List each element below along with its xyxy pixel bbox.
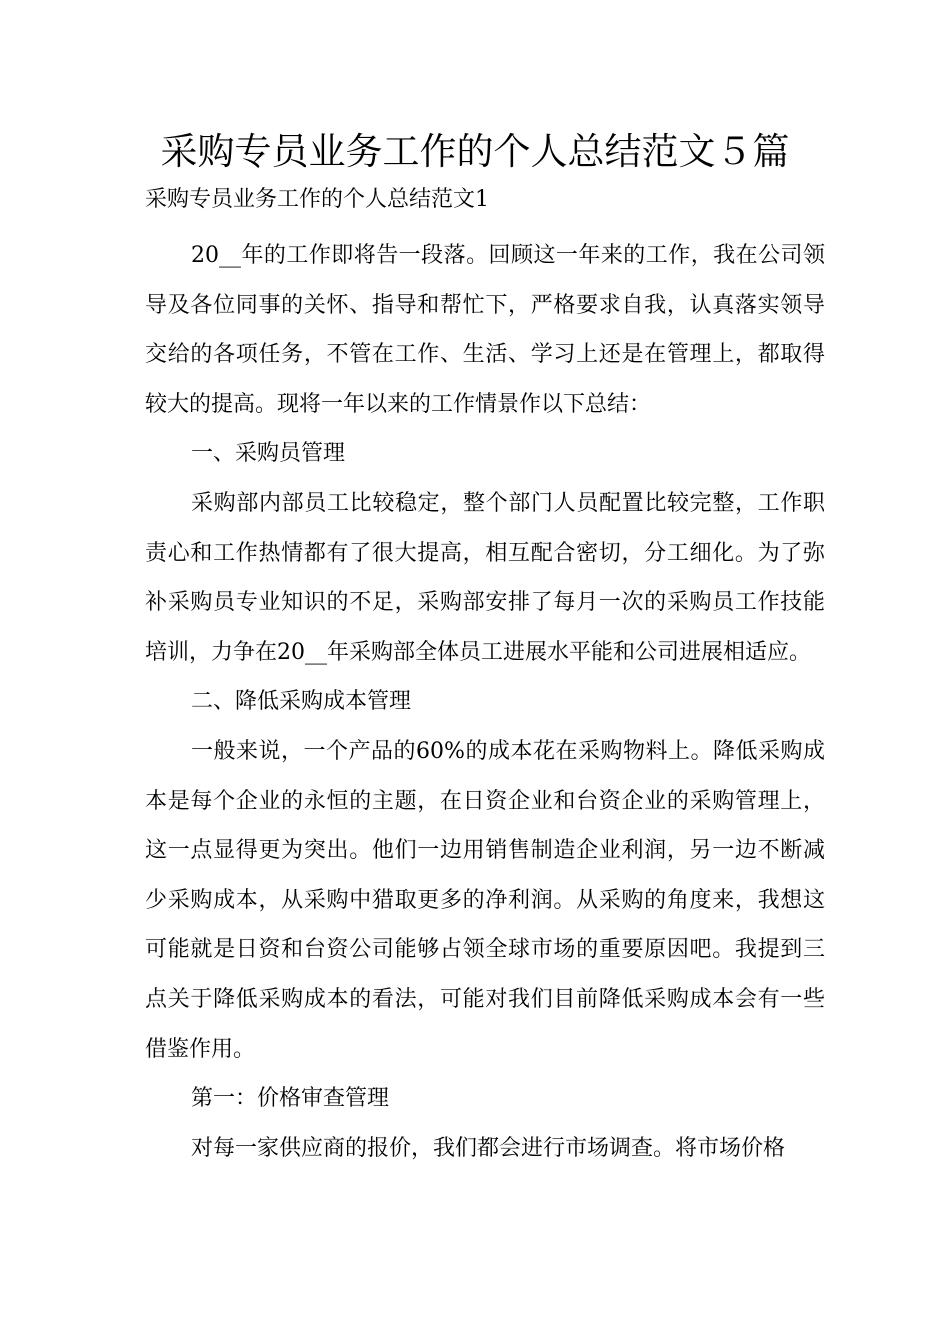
paragraph-cost-reduction: 一般来说，一个产品的60%的成本花在采购物料上。降低采购成本是每个企业的永恒的主题，在日资企业和台资企业的采购管理上，这一点显得更为突出。他们一边用销售制造企业利润，另一边不断减少采购成本，从采购中猎取更多的净利润。从采购的角度来，我想这可能就是日资和台资公司能够占领全球市场的重要原因吧。我提到三点关于降低采购成本的看法，可能对我们目前降低采购成本会有一些借鉴作用。: [145, 738, 825, 1062]
paragraph-purchaser-management: 采购部内部员工比较稳定，整个部门人员配置比较完整，工作职责心和工作热情都有了很大提高，相互配合密切，分工细化。为了弥补采购员专业知识的不足，采购部安排了每月一次的采购员工作技能培训，力争在20__年采购部全体员工进展水平能和公司进展相适应。: [145, 490, 825, 665]
heading-purchaser-management: 一、采购员管理: [191, 441, 346, 467]
heading-price-review: 第一：价格审查管理: [191, 1086, 390, 1112]
paragraph-intro: 20__年的工作即将告一段落。回顾这一年来的工作，我在公司领导及各位同事的关怀、指导和帮忙下，严格要求自我，认真落实领导交给的各项任务，不管在工作、生活、学习上还是在管理上，都取得较大的提高。现将一年以来的工作情景作以下总结：: [145, 243, 825, 417]
paragraph-price-review: 对每一家供应商的报价，我们都会进行市场调查。将市场价格: [191, 1135, 786, 1161]
document-body: [145, 231, 825, 1173]
document-title: 采购专员业务工作的个人总结范文５篇: [160, 130, 790, 173]
document-subtitle: 采购专员业务工作的个人总结范文1: [145, 187, 489, 212]
heading-cost-reduction: 二、降低采购成本管理: [191, 689, 412, 715]
